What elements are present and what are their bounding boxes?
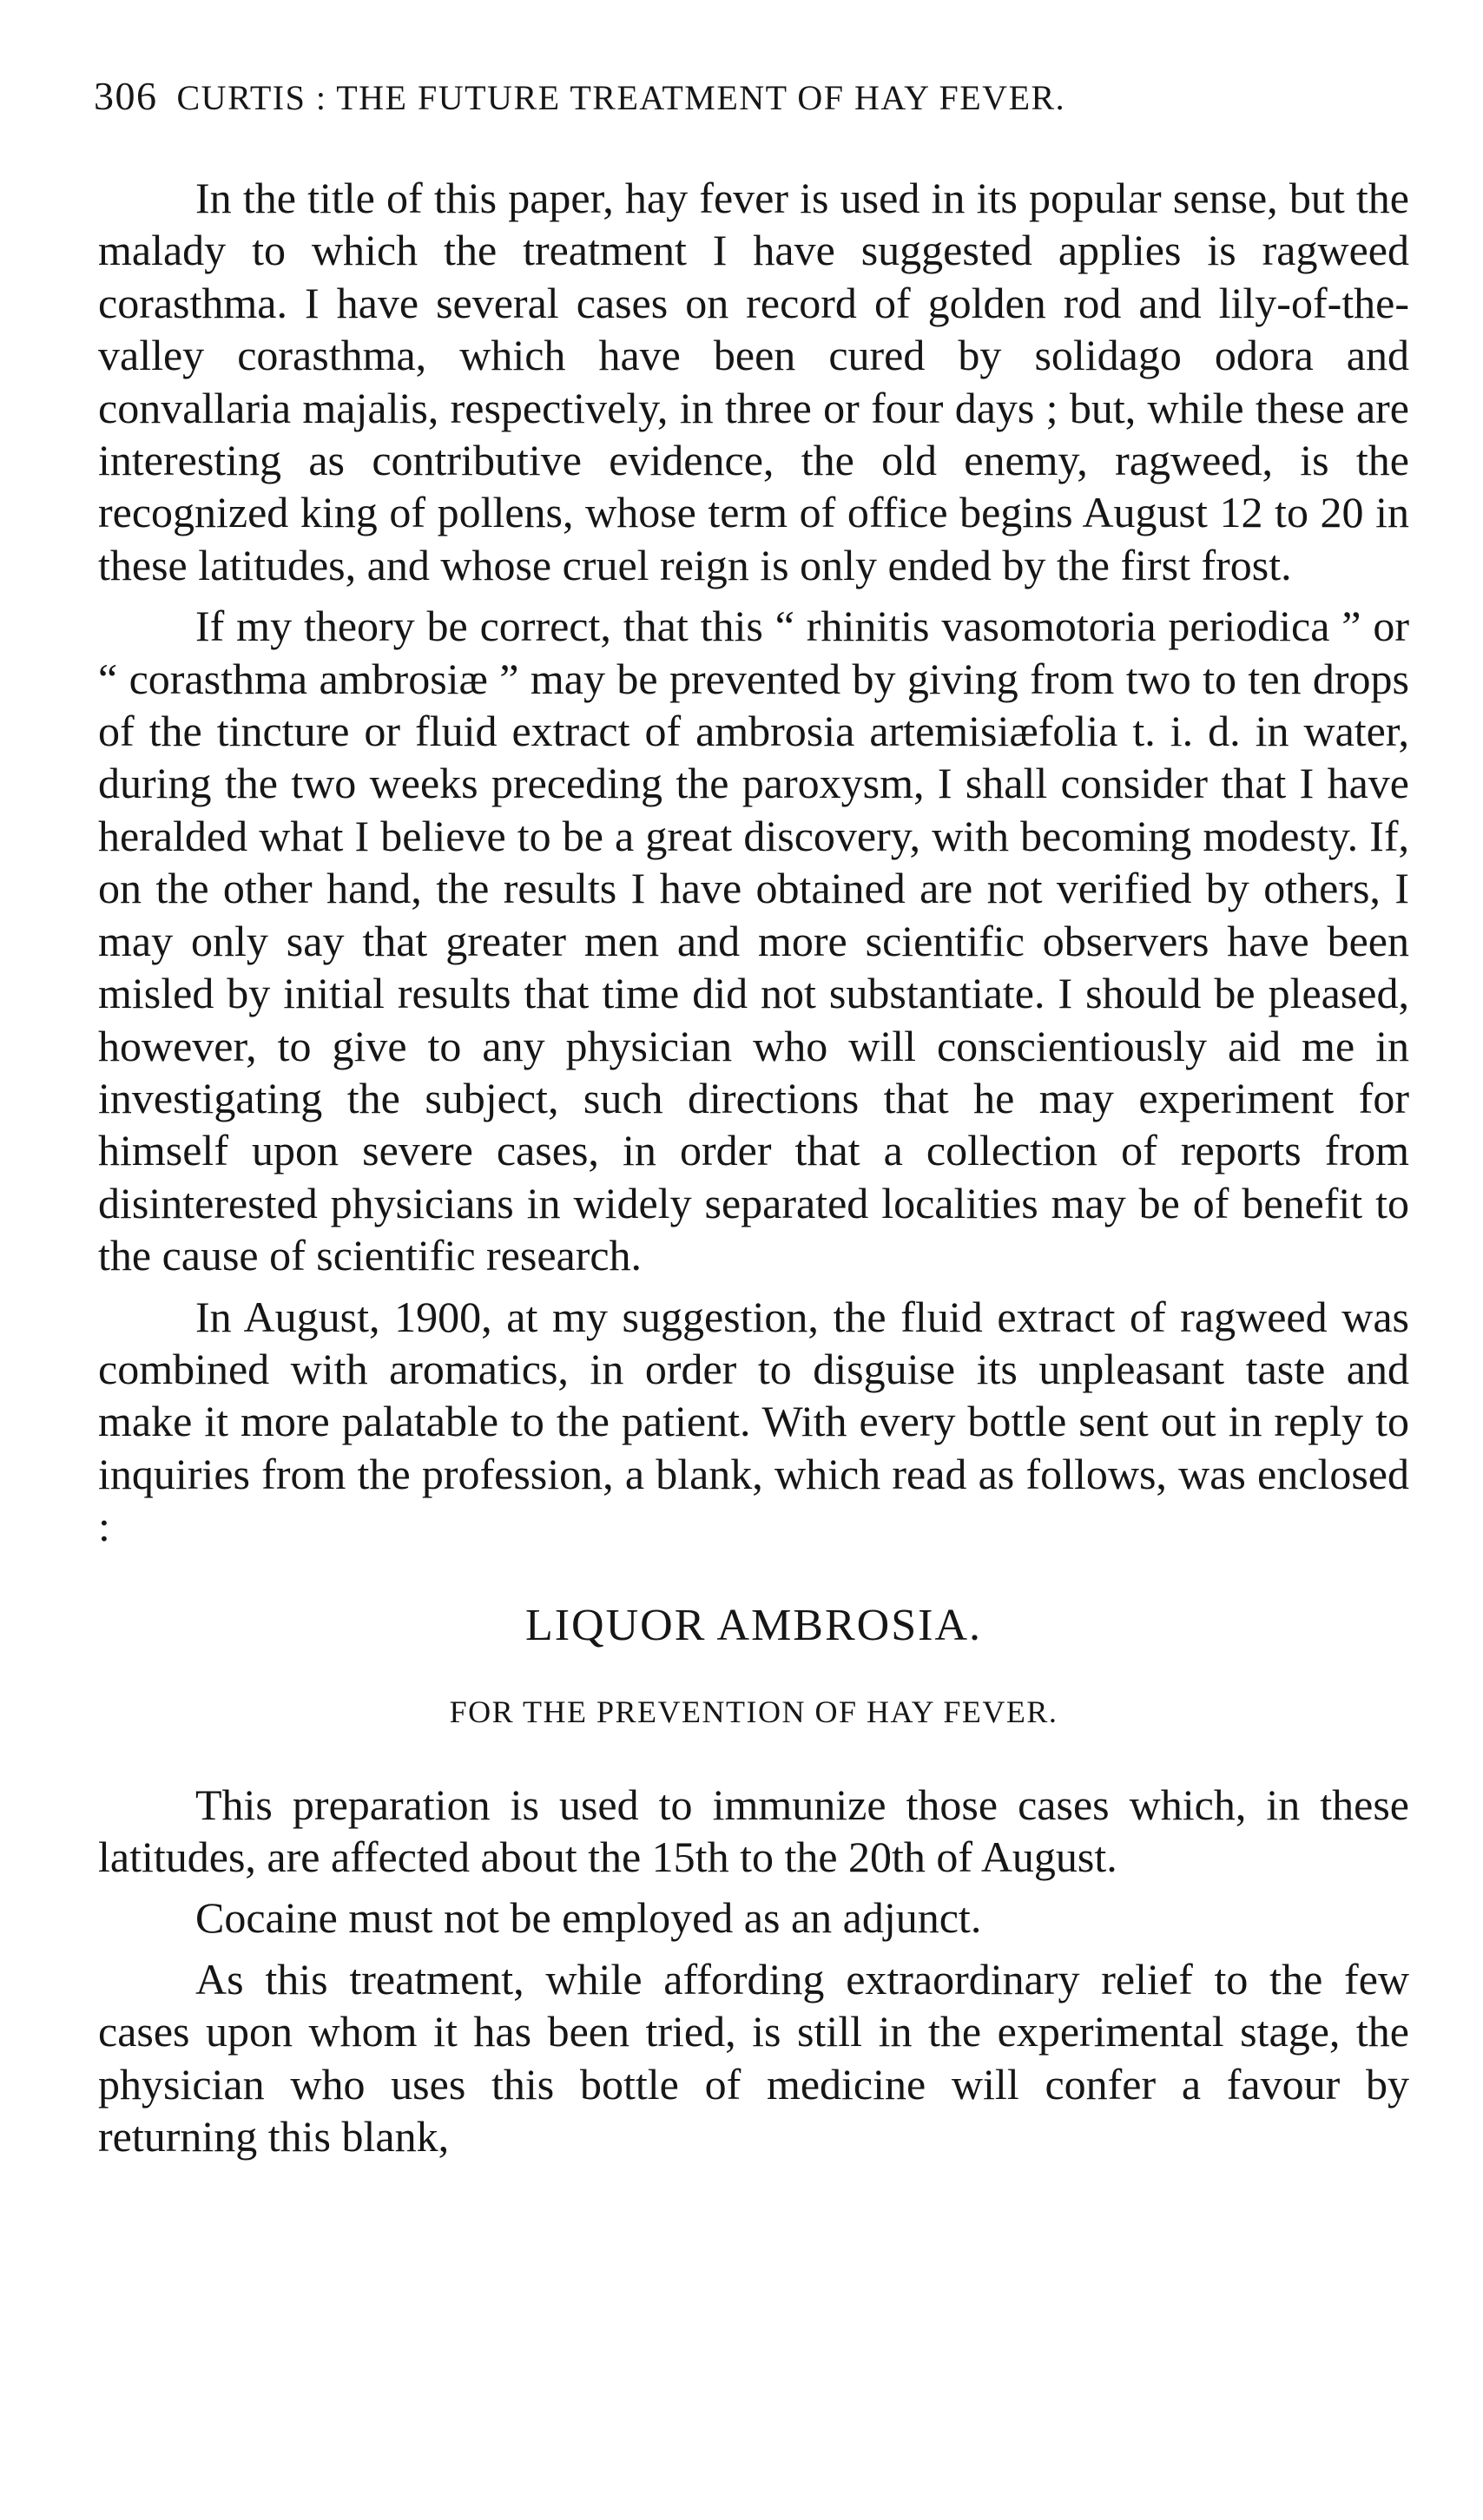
insert-subtitle: FOR THE PREVENTION OF HAY FEVER.	[449, 1694, 1058, 1729]
page-number: 306	[94, 74, 158, 118]
paragraph-august-1900: In August, 1900, at my suggestion, the fluid extract of ragweed was combined with aromatics, in order to disguise its unpleasant taste and make it more palatable to the patient. With every bottle sent out in reply to inquiries from the profession, a blank, which read as follows, was enclosed :	[98, 1292, 1409, 1551]
paragraph-preparation: This preparation is used to immunize those cases which, in these latitudes, are affected about the 15th to the 20th of August.	[98, 1780, 1409, 1881]
insert-title: LIQUOR AMBROSIA.	[524, 1600, 983, 1650]
paragraph-experimental-stage: As this treatment, while affording extraordinary relief to the few cases upon whom it has been tried, is still in the experimental stage, the physician who uses this bottle of medicine will confer a favour by returning this blank,	[98, 1954, 1409, 2161]
paragraph-title-explanation: In the title of this paper, hay fever is used in its popular sense, but the malady to which the treatment I have suggested applies is ragweed corasthma. I have several cases on record of golden rod and lily-of-the-valley corasthma, which have been cured by solidago odora and convallaria majalis, respectively, in three or four days ; but, while these are interesting as contributive evidence, the old enemy, ragweed, is the recognized king of pollens, whose term of office begins August 12 to 20 in these latitudes, and whose cruel reign is only ended by the first frost.	[98, 174, 1409, 589]
running-head	[94, 75, 1405, 120]
paragraph-theory: If my theory be correct, that this “ rhinitis vasomotoria periodica ” or “ corasthma ambrosiæ ” may be prevented by giving from two to ten drops of the tincture or fluid extract of ambrosia artemisiæfolia t. i. d. in water, during the two weeks preceding the paroxysm, I shall consider that I have heralded what I believe to be a great discovery, with becoming modesty. If, on the other hand, the results I have obtained are not verified by others, I may only say that greater men and more scientific observers have been misled by initial results that time did not substantiate. I should be pleased, however, to give to any physician who will conscientiously aid me in investigating the subject, such directions that he may experiment for himself upon severe cases, in order that a collection of reports from disinterested physicians in widely separated localities may be of benefit to the cause of scientific research.	[98, 602, 1409, 1280]
running-title: CURTIS : THE FUTURE TREATMENT OF HAY FEVER.	[176, 78, 1066, 117]
paragraph-cocaine: Cocaine must not be employed as an adjunct.	[195, 1893, 982, 1943]
body-text	[98, 172, 1409, 2162]
